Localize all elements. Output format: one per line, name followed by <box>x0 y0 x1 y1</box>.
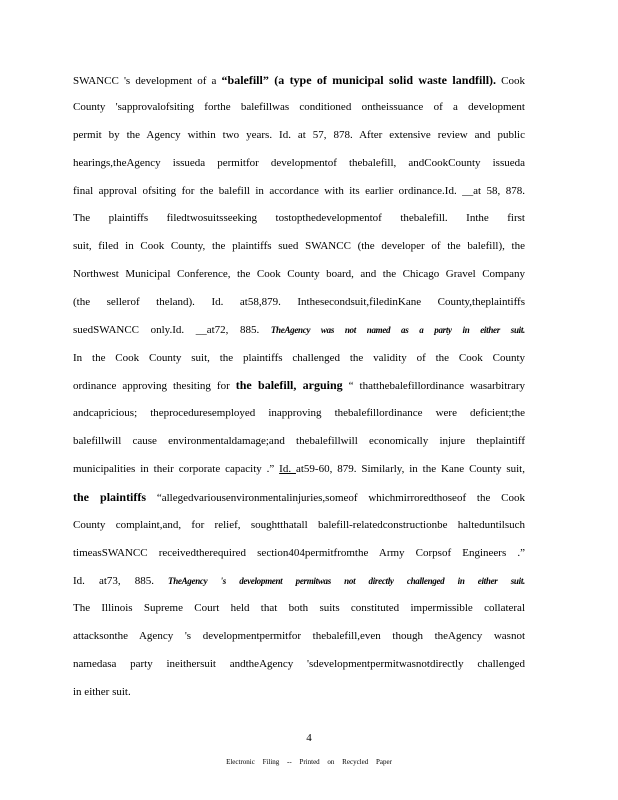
line-text: Id. at73, 885. <box>73 575 168 587</box>
body-line <box>73 546 525 560</box>
body-line <box>73 518 525 532</box>
body-line <box>73 239 525 253</box>
body-line <box>73 267 525 281</box>
body-line <box>73 211 525 225</box>
line-text: permit by the Agency within two years. Id. at 57, 878. After extensive review and public <box>73 129 525 141</box>
footer-note: Electronic Filing -- Printed on Recycled Paper <box>226 758 392 766</box>
body-line <box>73 434 525 448</box>
line-text: andcapricious; theproceduresemployed inapproving thebalefillordinance were deficient;the <box>73 407 525 419</box>
body-line <box>73 462 525 476</box>
line-text: balefillwill cause environmentaldamage;and thebalefillwill economically injure theplaintiff <box>73 435 525 447</box>
line-text: namedasa party ineithersuit andtheAgency 'sdevelopmentpermitwasnotdirectly challenged <box>73 658 525 670</box>
emphasis-text: the plaintiffs <box>73 490 147 504</box>
line-text: SWANCC 's development of a <box>73 75 222 87</box>
body-line <box>73 156 525 170</box>
body-line <box>73 128 525 142</box>
line-text: hearings,theAgency issueda permitfor developmentof thebalefill, andCookCounty issueda <box>73 157 525 169</box>
line-text: County 'sapprovalofsiting forthe balefillwas conditioned ontheissuance of a development <box>73 101 525 113</box>
body-line <box>73 406 525 420</box>
emphasis-text: the balefill, arguing <box>235 378 343 392</box>
italic-text: TheAgency was not named as a party in either suit. <box>270 325 525 335</box>
line-text: “allegedvariousenvironmentalinjuries,someof whichmirroredthoseof the Cook <box>146 492 525 504</box>
line-text: In the Cook County suit, the plaintiffs challenged the validity of the Cook County <box>73 352 525 364</box>
line-text: attacksonthe Agency 's developmentpermitfor thebalefill,even though theAgency wasnot <box>73 630 525 642</box>
body-line <box>73 100 525 114</box>
body-line <box>73 295 525 309</box>
body-line <box>73 73 525 88</box>
line-text: County complaint,and, for relief, soughtthatall balefill-relatedconstructionbe halteduntilsuch <box>73 519 525 531</box>
line-text: The plaintiffs filedtwosuitsseeking tostopthedevelopmentof thebalefill. Inthe first <box>73 212 525 224</box>
body-line <box>73 351 525 365</box>
body-line <box>73 574 525 588</box>
line-text: in either suit. <box>73 686 131 698</box>
body-line <box>73 685 131 699</box>
line-text: final approval ofsiting for the balefill in accordance with its earlier ordinance.Id. __at 58, 878. <box>73 185 525 197</box>
body-line <box>73 629 525 643</box>
line-text: Cook <box>496 75 525 87</box>
page-number: 4 <box>306 732 312 744</box>
line-text: suit, filed in Cook County, the plaintiffs sued SWANCC (the developer of the balefill), the <box>73 240 525 252</box>
body-line <box>73 378 525 393</box>
body-line <box>73 490 525 505</box>
body-line <box>73 323 525 337</box>
line-text: timeasSWANCC receivedtherequired section404permitfromthe Army Corpsof Engineers .” <box>73 547 525 559</box>
emphasis-text: “balefill” (a type of municipal solid waste landfill). <box>221 73 497 87</box>
line-text: suedSWANCC only.Id. __at72, 885. <box>73 324 271 336</box>
line-text: (the sellerof theland). Id. at58,879. Inthesecondsuit,filedinKane County,theplaintiffs <box>73 296 525 308</box>
line-text: The Illinois Supreme Court held that both suits constituted impermissible collateral <box>73 602 525 614</box>
line-text: at59-60, 879. Similarly, in the Kane County suit, <box>295 463 525 475</box>
body-line <box>73 184 525 198</box>
underlined-cite: Id. <box>279 463 296 475</box>
body-line <box>73 601 525 615</box>
line-text: Northwest Municipal Conference, the Cook County board, and the Chicago Gravel Company <box>73 268 525 280</box>
italic-text: TheAgency 's development permitwas not directly challenged in either suit. <box>168 576 525 586</box>
body-line <box>73 657 525 671</box>
line-text: municipalities in their corporate capacity .” <box>73 463 280 475</box>
line-text: “ thatthebalefillordinance wasarbitrary <box>342 380 525 392</box>
line-text: ordinance approving thesiting for <box>73 380 236 392</box>
